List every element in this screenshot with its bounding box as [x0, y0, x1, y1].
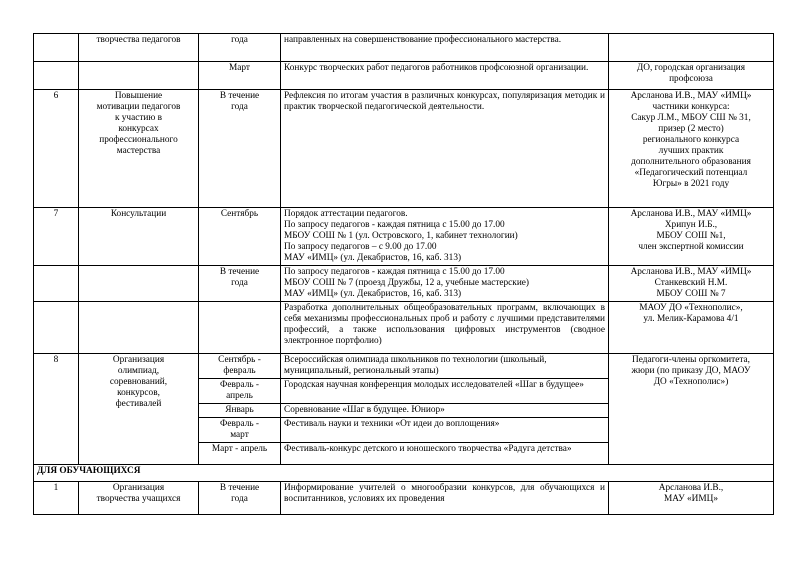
cell-period: Сентябрь: [199, 208, 281, 266]
text-line: года: [231, 493, 248, 504]
cell-number: [34, 301, 79, 353]
text-line: олимпиад,: [117, 365, 160, 376]
text-line: В течение: [219, 91, 260, 101]
text-line: конкурсов,: [117, 387, 160, 398]
cell-direction: [79, 62, 199, 90]
cell-period: [199, 378, 281, 403]
cell-content: Городская научная конференция молодых исследователей «Шаг в будущее»: [281, 378, 609, 403]
table-body: [34, 34, 774, 515]
text-line: Хрипун И.Б.,: [664, 219, 718, 230]
text-line: профессионального: [99, 134, 178, 145]
table-row: [34, 34, 774, 62]
text-line: март: [230, 429, 249, 440]
text-line: мотивации педагогов: [96, 101, 181, 112]
cell-period: [199, 417, 281, 442]
text-line: Педагоги-члены оргкомитета,: [632, 354, 750, 365]
cell-responsible: [609, 62, 774, 90]
text-line: призер (2 место): [658, 123, 724, 134]
text-line: МАУ «ИМЦ» (ул. Декабристов, 16, каб. 313): [284, 288, 462, 299]
text-line: февраль: [223, 365, 256, 376]
text-line: соревнований,: [109, 376, 168, 387]
table-row: [34, 208, 774, 266]
cell-content: направленных на совершенствование профессионального мастерства.: [281, 34, 609, 62]
cell-period: [199, 301, 281, 353]
text-line: частники конкурса:: [652, 101, 730, 112]
cell-content: Всероссийская олимпиада школьников по технологии (школьный, муниципальный, региональный этапы): [281, 353, 609, 378]
table-row: [34, 301, 774, 353]
text-line: «Педагогический потенциал: [634, 167, 748, 178]
text-line: Сакур Л.М., МБОУ СШ № 31,: [631, 112, 751, 123]
cell-content: Соревнование «Шаг в будущее. Юниор»: [281, 403, 609, 417]
cell-responsible: [609, 90, 774, 208]
cell-content: [281, 208, 609, 266]
text-line: ДО, городская организация: [636, 63, 746, 73]
text-line: МБОУ СОШ №1,: [656, 230, 726, 241]
text-line: ДО «Технополис»): [653, 376, 729, 387]
text-line: член экспертной комиссии: [638, 241, 744, 252]
text-line: Порядок аттестации педагогов.: [284, 209, 408, 219]
cell-number: [34, 62, 79, 90]
cell-responsible: [609, 481, 774, 514]
cell-number: 8: [34, 353, 79, 464]
cell-period: года: [199, 34, 281, 62]
cell-direction: Консультации: [79, 208, 199, 266]
text-line: Арсланова И.В.,: [658, 482, 724, 493]
text-line: МБОУ СОШ № 7 (проезд Дружбы, 12 а, учебные мастерские): [284, 277, 530, 288]
text-line: Организация: [112, 354, 165, 365]
text-line: По запросу педагогов – с 9.00 до 17.00: [284, 241, 437, 252]
cell-number: [34, 34, 79, 62]
table-row: [34, 265, 774, 301]
table-row: [34, 90, 774, 208]
text-line: Арсланова И.В., МАУ «ИМЦ»: [630, 266, 752, 277]
cell-responsible: [609, 265, 774, 301]
text-line: В течение: [219, 482, 260, 493]
text-line: Сентябрь -: [218, 354, 261, 365]
cell-content: Рефлексия по итогам участия в различных конкурсах, популяризация методик и практик творческой педагогической деятельности.: [281, 90, 609, 208]
cell-direction: [79, 301, 199, 353]
text-line: ул. Мелик-Карамова 4/1: [643, 313, 739, 324]
table-row: [34, 481, 774, 514]
cell-content: Конкурс творческих работ педагогов работников профсоюзной организации.: [281, 62, 609, 90]
text-line: По запросу педагогов - каждая пятница с 15.00 до 17.00: [284, 219, 505, 230]
text-line: МАОУ ДО «Технополис»,: [639, 302, 743, 313]
text-line: регионального конкурса: [642, 134, 740, 145]
cell-period: Март: [199, 62, 281, 90]
cell-content: Информирование учителей о многообразии конкурсов, для обучающихся и воспитанников, условиях их проведения: [281, 481, 609, 514]
cell-content: Фестиваль-конкурс детского и юношеского творчества «Радуга детства»: [281, 442, 609, 464]
text-line: МАУ «ИМЦ»: [663, 493, 719, 504]
text-line: фестивалей: [115, 398, 162, 409]
cell-number: [34, 265, 79, 301]
cell-direction: [79, 481, 199, 514]
cell-period: Январь: [199, 403, 281, 417]
text-line: конкурсах: [118, 123, 159, 134]
text-line: МАУ «ИМЦ» (ул. Декабристов, 16, каб. 313): [284, 252, 462, 263]
text-line: В течение: [219, 266, 260, 277]
cell-direction: [79, 90, 199, 208]
cell-period: [199, 353, 281, 378]
text-line: Повышение: [114, 91, 163, 101]
section-header-row: [34, 464, 774, 481]
text-line: Февраль -: [219, 379, 260, 390]
table-row: [34, 353, 774, 378]
cell-number: 1: [34, 481, 79, 514]
cell-responsible: [609, 34, 774, 62]
cell-period: [199, 481, 281, 514]
cell-responsible: [609, 353, 774, 464]
cell-content: [281, 265, 609, 301]
text-line: мастерства: [116, 145, 161, 156]
cell-period: Март - апрель: [199, 442, 281, 464]
text-line: МБОУ СОШ № 7: [656, 288, 726, 299]
cell-direction: [79, 353, 199, 464]
text-line: По запросу педагогов - каждая пятница с 15.00 до 17.00: [284, 266, 505, 277]
cell-period: [199, 90, 281, 208]
text-line: Арсланова И.В., МАУ «ИМЦ»: [630, 91, 752, 101]
table-row: [34, 62, 774, 90]
text-line: года: [231, 101, 248, 112]
text-line: Станкевский Н.М.: [654, 277, 728, 288]
text-line: Февраль -: [219, 418, 260, 429]
text-line: дополнительного образования: [631, 156, 751, 167]
text-line: года: [231, 277, 248, 288]
text-line: Арсланова И.В., МАУ «ИМЦ»: [630, 209, 752, 219]
text-line: апрель: [226, 390, 253, 401]
cell-number: 7: [34, 208, 79, 266]
text-line: профсоюза: [669, 73, 713, 84]
cell-content: Фестиваль науки и техники «От идеи до воплощения»: [281, 417, 609, 442]
text-line: лучших практик: [658, 145, 724, 156]
schedule-table: [33, 33, 774, 515]
cell-content: Разработка дополнительных общеобразовательных программ, включающих в себя механизмы профессиональных проб и работу с лучшими представителями профессий, а также использования цифровых инструментов (сводное электронное портфолио): [281, 301, 609, 353]
cell-responsible: [609, 301, 774, 353]
text-line: к участию в: [114, 112, 163, 123]
text-line: Организация: [112, 482, 165, 493]
cell-number: 6: [34, 90, 79, 208]
cell-period: [199, 265, 281, 301]
text-line: Югры» в 2021 году: [652, 178, 730, 189]
text-line: МБОУ СОШ № 1 (ул. Островского, 1, кабинет технологии): [284, 230, 518, 241]
cell-responsible: [609, 208, 774, 266]
cell-direction: [79, 265, 199, 301]
text-line: жюри (по приказу ДО, МАОУ: [631, 365, 751, 376]
cell-direction: творчества педагогов: [79, 34, 199, 62]
section-header-label: ДЛЯ ОБУЧАЮЩИХСЯ: [34, 464, 774, 481]
text-line: творчества учащихся: [96, 493, 181, 504]
